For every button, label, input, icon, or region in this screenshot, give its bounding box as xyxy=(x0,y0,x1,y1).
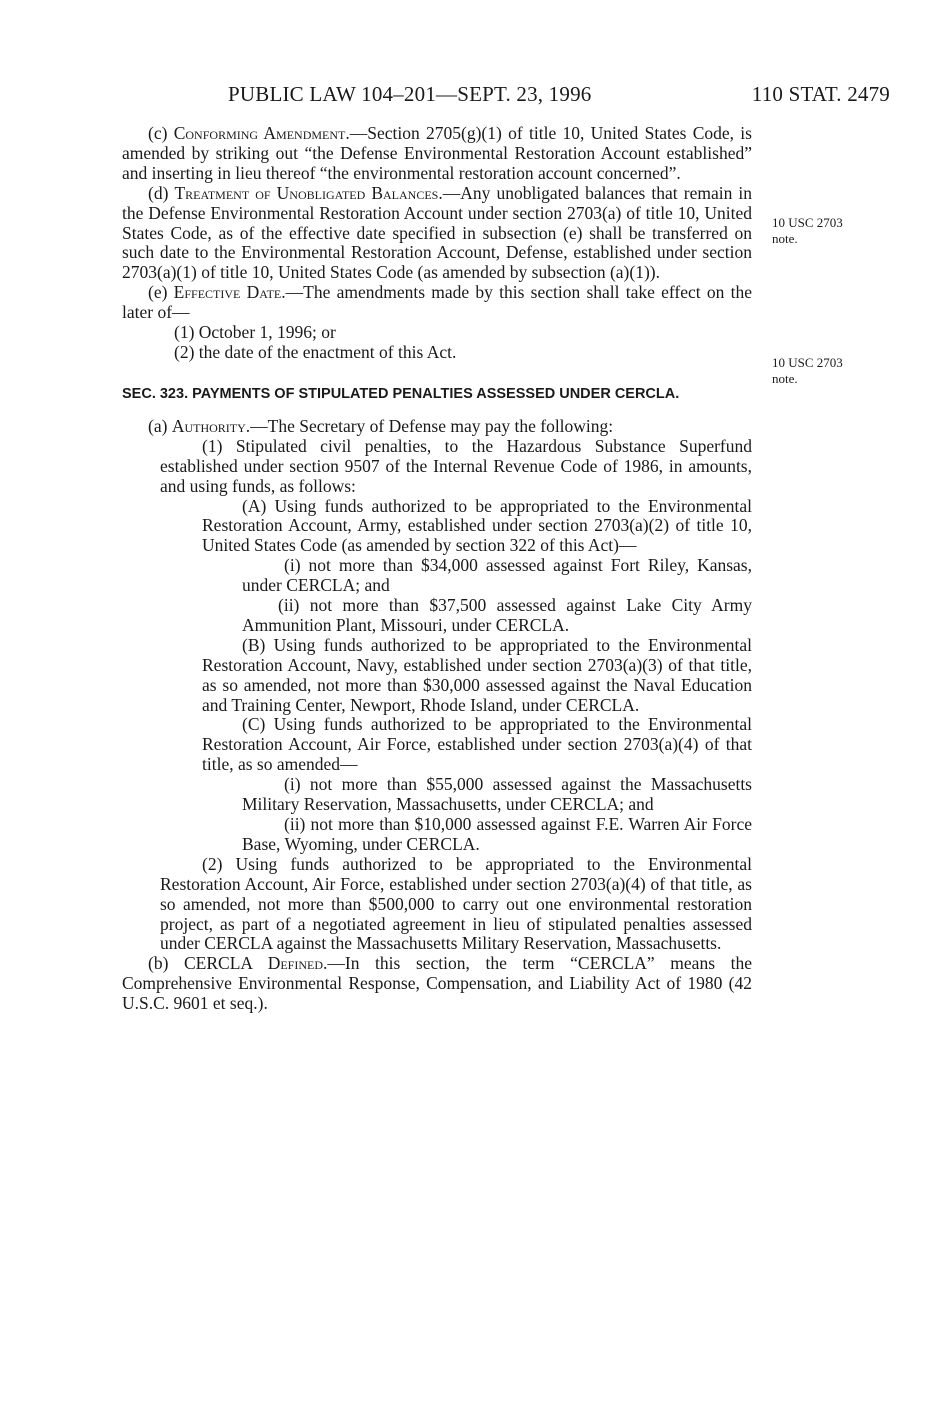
header-law-citation: PUBLIC LAW 104–201—SEPT. 23, 1996 xyxy=(228,82,592,106)
subsection-label: (c) xyxy=(148,123,174,143)
margin-note-usc-2 xyxy=(772,355,882,387)
subsection-label: (d) xyxy=(148,182,175,203)
subparagraph-a1A: (A) Using funds authorized to be appropriated to the Environmental Restoration Account, Army, established under section 2703(a)(2) of title 10, United States Code (as amended by section 322 of this Act)— xyxy=(202,495,752,556)
subsection-label: (e) xyxy=(148,282,174,303)
clause-a1Aii: (ii) not more than $37,500 assessed against Lake City Army Ammunition Plant, Missouri, under CERCLA. xyxy=(242,595,752,635)
subsection-b xyxy=(122,954,752,1014)
subsection-text: .—Section 2705(g)(1) of title 10, United States Code, is amended by striking out “the Defense Environmental Restoration Account established” and inserting in lieu thereof “the environmental restoration account concerned”. xyxy=(122,123,752,183)
subparagraph-a1C: (C) Using funds authorized to be appropriated to the Environmental Restoration Account, Air Force, established under section 2703(a)(4) of that title, as so amended— xyxy=(202,714,752,775)
subsection-d xyxy=(122,184,752,284)
subsection-heading: Treatment of Unobligated Balances xyxy=(174,182,439,203)
section-heading: SEC. 323. PAYMENTS OF STIPULATED PENALTIES ASSESSED UNDER CERCLA. xyxy=(122,385,680,402)
subsection-c xyxy=(122,124,752,184)
paragraph-e2: (2) the date of the enactment of this Act. xyxy=(174,341,457,362)
paragraph-a1: (1) Stipulated civil penalties, to the Hazardous Substance Superfund established under section 9507 of the Internal Revenue Code of 1986, in amounts, and using funds, as follows: xyxy=(160,435,752,496)
subparagraph-a1B: (B) Using funds authorized to be appropriated to the Environmental Restoration Account, Navy, established under section 2703(a)(3) of that title, as so amended, not more than $30,000 assessed against the Naval Education and Training Center, Newport, Rhode Island, under CERCLA. xyxy=(202,634,752,715)
margin-note-citation: 10 USC 2703 xyxy=(772,215,843,230)
subsection-text: .—In this section, the term “CERCLA” means the Comprehensive Environmental Response, Compensation, and Liability Act of 1980 (42 U.S.C. 9601 et seq.). xyxy=(122,953,752,1014)
clause-a1Ci: (i) not more than $55,000 assessed against the Massachusetts Military Reservation, Massachusetts, under CERCLA; and xyxy=(242,774,752,815)
margin-note-usc-1 xyxy=(772,215,882,247)
subsection-heading: Conforming Amendment xyxy=(173,123,346,143)
margin-note-label: note. xyxy=(772,231,798,246)
subsection-heading: Defined xyxy=(267,953,323,974)
subsection-text: .—The Secretary of Defense may pay the following: xyxy=(245,415,614,436)
subsection-heading: Authority xyxy=(171,415,246,436)
subsection-e xyxy=(122,283,752,323)
subsection-text: .—The amendments made by this section shall take effect on the later of— xyxy=(122,282,752,323)
statute-body xyxy=(122,124,752,1014)
subsection-heading: Effective Date xyxy=(173,282,282,303)
subsection-a xyxy=(122,417,752,437)
header-stat-page: 110 STAT. 2479 xyxy=(751,82,890,106)
paragraph-a2: (2) Using funds authorized to be appropriated to the Environmental Restoration Account, Air Force, established under section 2703(a)(4) of that title, as so amended, not more than $500,000 to carry out one environmental restoration project, as part of a negotiated agreement in lieu of stipulated penalties assessed under CERCLA against the Massachusetts Military Reservation, Massachusetts. xyxy=(160,853,752,954)
paragraph-e1: (1) October 1, 1996; or xyxy=(174,322,336,343)
subsection-text: .—Any unobligated balances that remain in the Defense Environmental Restoration Account under section 2703(a) of title 10, United States Code, as of the effective date specified in subsection (e) shall be transferred on such date to the Environmental Restoration Account, Defense, established under section 2703(a)(1) of title 10, United States Code (as amended by subsection (a)(1)). xyxy=(122,182,753,283)
subsection-label: (a) xyxy=(148,415,172,436)
clause-a1Ai: (i) not more than $34,000 assessed against Fort Riley, Kansas, under CERCLA; and xyxy=(242,555,752,596)
margin-note-citation: 10 USC 2703 xyxy=(772,355,843,370)
margin-note-label: note. xyxy=(772,371,798,386)
running-header xyxy=(228,82,890,112)
clause-a1Cii: (ii) not more than $10,000 assessed against F.E. Warren Air Force Base, Wyoming, under CERCLA. xyxy=(242,814,752,854)
subsection-label: (b) CERCLA xyxy=(148,953,268,974)
